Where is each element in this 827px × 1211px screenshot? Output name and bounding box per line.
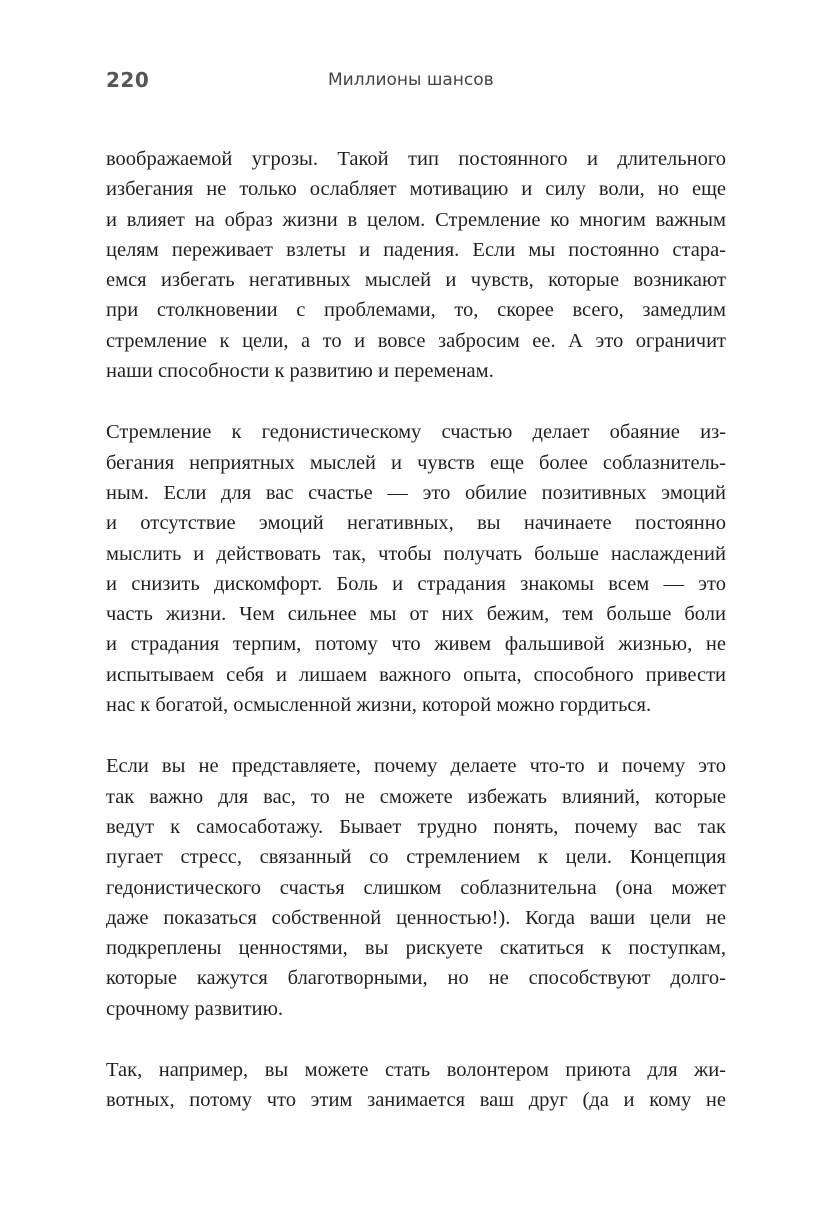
text-line: и влияет на образ жизни в целом. Стремление ко многим важным — [106, 208, 726, 231]
text-line: гедонистического счастья слишком соблазнительна (она может — [106, 876, 726, 899]
text-line: избегания не только ослабляет мотивацию и силу воли, но еще — [106, 178, 726, 201]
text-line: которые кажутся благотворными, но не способствуют долго- — [106, 967, 726, 990]
text-line: и снизить дискомфорт. Боль и страдания знакомы всем — это — [106, 572, 726, 595]
text-line: и отсутствие эмоций негативных, вы начинаете постоянно — [106, 512, 726, 535]
page-header — [106, 68, 726, 98]
text-line: и страдания терпим, потому что живем фальшивой жизнью, не — [106, 633, 726, 656]
paragraph-3 — [106, 751, 726, 1024]
text-line: бегания неприятных мыслей и чувств еще более соблазнитель- — [106, 451, 726, 474]
paragraph-4 — [106, 1055, 726, 1116]
text-line: наши способности к развитию и переменам. — [106, 360, 494, 383]
body-text — [106, 144, 726, 1147]
text-line: Если вы не представляете, почему делаете что-то и почему это — [106, 755, 726, 778]
text-line: целям переживает взлеты и падения. Если мы постоянно стара- — [106, 238, 726, 261]
text-line: воображаемой угрозы. Такой тип постоянного и длительного — [106, 148, 726, 170]
text-line: ведут к самосаботажу. Бывает трудно понять, почему вас так — [106, 815, 726, 838]
paragraph-2 — [106, 417, 726, 720]
text-line: срочному развитию. — [106, 997, 284, 1020]
text-line: вотных, потому что этим занимается ваш друг (да и кому не — [106, 1089, 726, 1112]
text-line: нас к богатой, осмысленной жизни, которой можно гордиться. — [106, 694, 652, 717]
text-line: даже показаться собственной ценностью!). Когда ваши цели не — [106, 906, 726, 929]
text-line: Стремление к гедонистическому счастью делает обаяние из- — [106, 421, 726, 444]
text-line: пугает стресс, связанный со стремлением к цели. Концепция — [106, 846, 726, 869]
text-line: емся избегать негативных мыслей и чувств, которые возникают — [106, 269, 726, 292]
text-line: испытываем себя и лишаем важного опыта, способного привести — [106, 663, 726, 686]
text-line: стремление к цели, а то и вовсе забросим ее. А это ограничит — [106, 329, 726, 352]
text-line: часть жизни. Чем сильнее мы от них бежим, тем больше боли — [106, 603, 726, 626]
text-line: так важно для вас, то не сможете избежать влияний, которые — [106, 785, 726, 808]
paragraph-1 — [106, 144, 726, 386]
text-line: ным. Если для вас счастье — это обилие позитивных эмоций — [106, 481, 726, 504]
page-number: 220 — [106, 68, 150, 92]
text-line: мыслить и действовать так, чтобы получать больше наслаждений — [106, 542, 726, 565]
text-line: при столкновении с проблемами, то, скорее всего, замедлим — [106, 299, 726, 322]
running-title: Миллионы шансов — [328, 70, 494, 90]
text-line: Так, например, вы можете стать волонтером приюта для жи- — [106, 1059, 726, 1082]
text-line: подкреплены ценностями, вы рискуете скатиться к поступкам, — [106, 937, 726, 960]
